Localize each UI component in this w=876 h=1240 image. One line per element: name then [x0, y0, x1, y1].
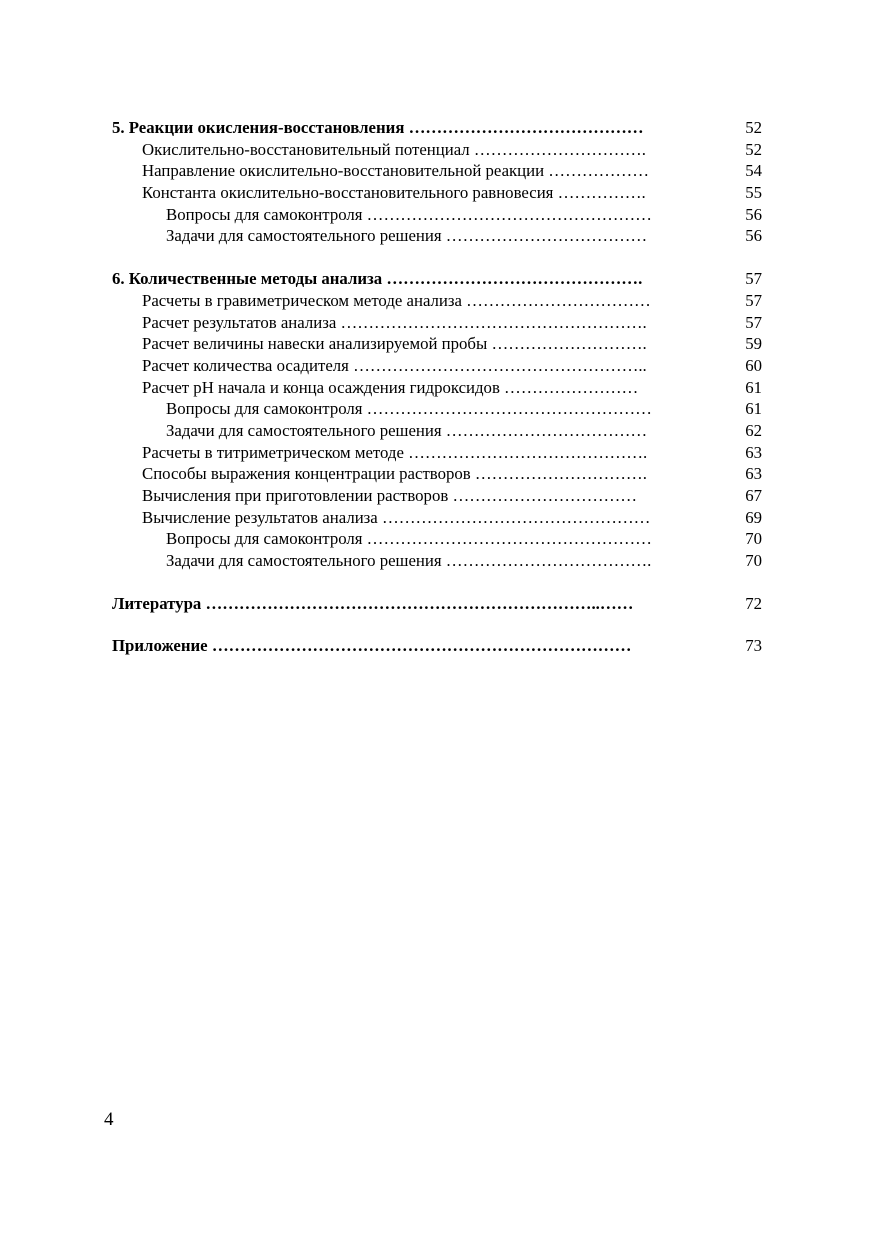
- toc-entry-title: Приложение …………………………………………………………………: [112, 636, 632, 656]
- toc-entry: [112, 635, 762, 657]
- toc-entry: [112, 420, 762, 442]
- toc-entry-page: 69: [745, 507, 762, 527]
- toc-entry-title: Вычисление результатов анализа …………………………………………: [142, 507, 651, 527]
- toc-entry: [112, 593, 762, 615]
- toc-entry-page: 63: [745, 442, 762, 462]
- toc-entry-title: Задачи для самостоятельного решения ………………………………: [166, 420, 648, 440]
- toc-entry-page: 60: [745, 355, 762, 375]
- page-number: 4: [104, 1109, 114, 1130]
- toc-entry-title: Окислительно-восстановительный потенциал ………………………….: [142, 139, 646, 159]
- toc-entry-title: Вычисления при приготовлении растворов ……………………………: [142, 486, 638, 505]
- toc-entry: [112, 225, 762, 247]
- toc-entry-title: Расчет количества осадителя ……………………………………………..: [142, 355, 647, 375]
- toc-section-6: [112, 268, 762, 572]
- toc-entry-title: Расчет величины навески анализируемой пробы ……………………….: [142, 334, 647, 354]
- toc-entry: [112, 333, 762, 355]
- toc-entry-title: Задачи для самостоятельного решения ………………………………: [166, 226, 648, 246]
- toc-entry: [112, 160, 762, 182]
- toc-entry-page: 62: [745, 420, 762, 440]
- toc-entry-page: 70: [745, 529, 762, 549]
- toc-entry-title: Расчеты в титриметрическом методе …………………………………….: [142, 442, 648, 462]
- toc-entry-page: 61: [745, 377, 762, 397]
- toc-entry-page: 59: [745, 334, 762, 354]
- toc-entry-title: Вопросы для самоконтроля ……………………………………………: [166, 529, 652, 549]
- toc-entry-page: 57: [745, 269, 762, 289]
- toc-entry: [112, 204, 762, 226]
- toc-entry-title: 5. Реакции окисления-восстановления ……………………………………: [112, 118, 644, 137]
- toc-entry-title: Расчеты в гравиметрическом методе анализа ……………………………: [142, 290, 651, 310]
- toc-entry-title: Литература ……………………………………………………………..……: [112, 593, 634, 613]
- toc-entry: [112, 290, 762, 312]
- toc-entry-title: Расчет pH начала и конца осаждения гидроксидов ……………………: [142, 377, 639, 397]
- table-of-contents: [112, 117, 762, 678]
- toc-entry-page: 61: [745, 399, 762, 419]
- toc-entry-page: 57: [745, 312, 762, 332]
- toc-entry-page: 55: [745, 183, 762, 203]
- toc-entry: [112, 507, 762, 529]
- toc-entry: [112, 312, 762, 334]
- toc-entry: [112, 528, 762, 550]
- toc-entry-page: 52: [745, 118, 762, 137]
- toc-entry-page: 67: [745, 486, 762, 505]
- toc-entry-title: Задачи для самостоятельного решения ……………………………….: [166, 551, 652, 571]
- toc-entry-title: Расчет результатов анализа ……………………………………………….: [142, 312, 647, 332]
- toc-entry: [112, 139, 762, 161]
- toc-entry-page: 54: [745, 161, 762, 181]
- toc-entry-page: 73: [745, 636, 762, 656]
- toc-entry: [112, 442, 762, 464]
- toc-entry-title: Направление окислительно-восстановительной реакции ………………: [142, 161, 649, 181]
- toc-entry: [112, 117, 762, 139]
- toc-section-appendix: [112, 635, 762, 657]
- toc-entry: [112, 268, 762, 290]
- toc-entry-title: Константа окислительно-восстановительного равновесия …………….: [142, 183, 646, 203]
- toc-section-5: [112, 117, 762, 247]
- toc-section-literature: [112, 593, 762, 615]
- toc-entry-title: Вопросы для самоконтроля ……………………………………………: [166, 204, 652, 224]
- toc-entry-page: 56: [745, 226, 762, 246]
- toc-entry: [112, 355, 762, 377]
- toc-entry: [112, 463, 762, 485]
- toc-entry-page: 52: [745, 139, 762, 159]
- toc-entry-page: 56: [745, 204, 762, 224]
- toc-entry: [112, 398, 762, 420]
- toc-entry: [112, 550, 762, 572]
- toc-entry-page: 63: [745, 464, 762, 484]
- toc-entry-page: 57: [745, 290, 762, 310]
- toc-entry: [112, 182, 762, 204]
- toc-entry-page: 72: [745, 593, 762, 613]
- toc-entry: [112, 485, 762, 507]
- toc-entry-page: 70: [745, 551, 762, 571]
- toc-entry: [112, 377, 762, 399]
- toc-entry-title: Способы выражения концентрации растворов ………………………….: [142, 464, 647, 484]
- toc-entry-title: 6. Количественные методы анализа ……………………………………….: [112, 269, 643, 289]
- toc-entry-title: Вопросы для самоконтроля ……………………………………………: [166, 399, 652, 419]
